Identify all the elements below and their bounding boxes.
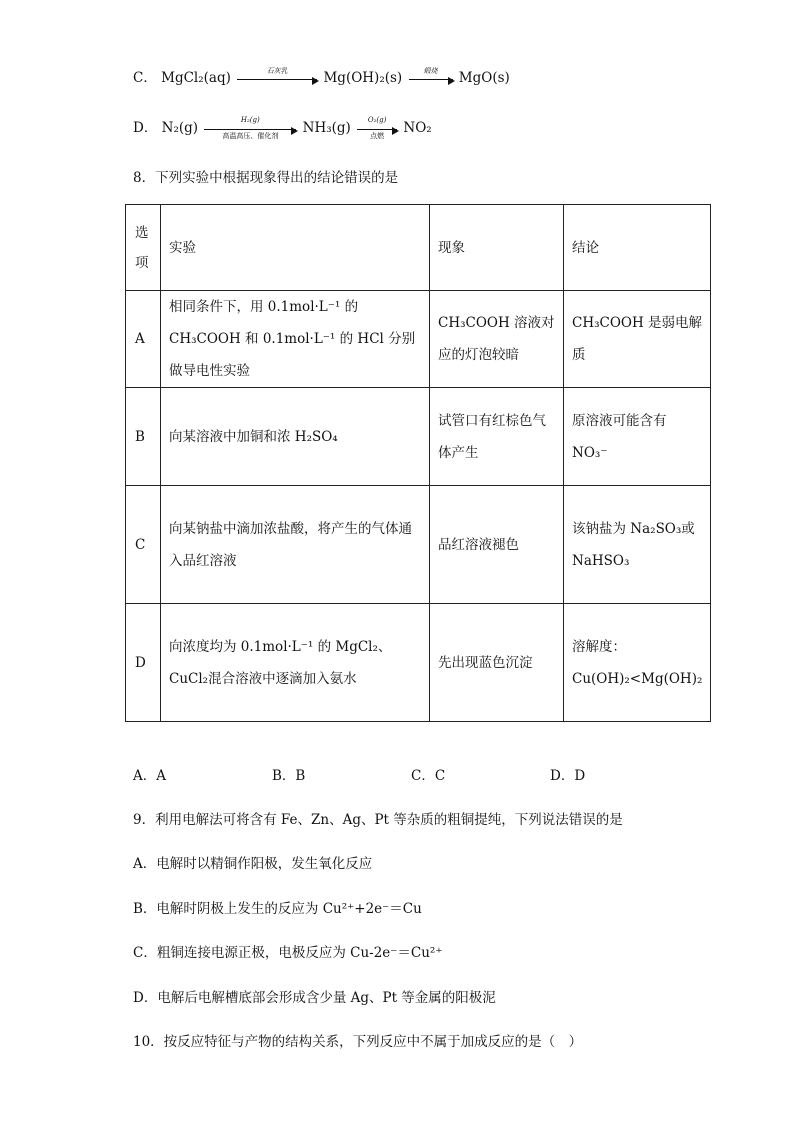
q8-stem: 8．下列实验中根据现象得出的结论错误的是: [133, 170, 399, 186]
row-conclusion: 原溶液可能含有 NO₃⁻: [564, 388, 711, 486]
table-row: [126, 604, 711, 722]
row-conclusion: 该钠盐为 Na₂SO₃或 NaHSO₃: [564, 486, 711, 604]
arrow-condition: 点燃: [370, 132, 385, 140]
reaction-arrow: [237, 67, 317, 80]
q7-option-d: [133, 116, 432, 140]
table-row: [126, 291, 711, 388]
reaction-arrow: [204, 116, 296, 140]
row-experiment: 相同条件下，用 0.1mol·L⁻¹ 的 CH₃COOH 和 0.1mol·L⁻¹ 的 HCl 分别做导电性实验: [161, 291, 430, 388]
choice-a[interactable]: A．A: [133, 768, 166, 784]
option-label: D．: [133, 120, 158, 136]
q8-choices: [133, 764, 689, 784]
option-label: C．: [133, 70, 157, 86]
header-experiment: 实验: [161, 205, 430, 291]
row-option: A: [126, 291, 161, 388]
row-phenomenon: 试管口有红棕色气体产生: [430, 388, 564, 486]
header-conclusion: 结论: [564, 205, 711, 291]
row-option: D: [126, 604, 161, 722]
q8-table: [125, 204, 711, 722]
q9-option-b[interactable]: B．电解时阴极上发生的反应为 Cu²⁺+2e⁻＝Cu: [133, 901, 422, 917]
header-option-label: 选项: [135, 224, 149, 271]
row-phenomenon: 先出现蓝色沉淀: [430, 604, 564, 722]
arrow-condition: 煅烧: [423, 67, 438, 75]
reactant: MgCl₂(aq): [161, 70, 231, 86]
q10-stem: 10．按反应特征与产物的结构关系，下列反应中不属于加成反应的是（ ）: [133, 1034, 583, 1050]
row-conclusion: CH₃COOH 是弱电解质: [564, 291, 711, 388]
arrow-condition: 高温高压、催化剂: [222, 132, 279, 140]
row-phenomenon: CH₃COOH 溶液对应的灯泡较暗: [430, 291, 564, 388]
q9-option-d[interactable]: D．电解后电解槽底部会形成含少量 Ag、Pt 等金属的阳极泥: [133, 990, 496, 1006]
product: NO₂: [403, 120, 432, 136]
choice-d[interactable]: D．D: [550, 768, 586, 784]
table-row: [126, 486, 711, 604]
product: MgO(s): [458, 70, 510, 86]
intermediate: NH₃(g): [302, 120, 351, 136]
q7-option-c: [133, 66, 510, 86]
arrow-reagent: O₂(g): [367, 116, 387, 124]
reaction-arrow: [357, 116, 397, 140]
table-header-row: [126, 205, 711, 291]
q9-option-a[interactable]: A．电解时以精铜作阳极，发生氧化反应: [133, 856, 373, 872]
q9-stem: 9．利用电解法可将含有 Fe、Zn、Ag、Pt 等杂质的粗铜提纯，下列说法错误的是: [133, 812, 623, 828]
row-experiment: 向浓度均为 0.1mol·L⁻¹ 的 MgCl₂、CuCl₂混合溶液中逐滴加入氨水: [161, 604, 430, 722]
arrow-reagent: H₂(g): [240, 116, 260, 124]
choice-c[interactable]: C．C: [411, 768, 446, 784]
reaction-arrow: [409, 67, 453, 80]
arrow-condition: 石灰乳: [266, 67, 288, 75]
row-conclusion: 溶解度：Cu(OH)₂<Mg(OH)₂: [564, 604, 711, 722]
table-row: [126, 388, 711, 486]
header-option: [126, 205, 161, 291]
row-phenomenon: 品红溶液褪色: [430, 486, 564, 604]
intermediate: Mg(OH)₂(s): [323, 70, 403, 86]
row-experiment: 向某钠盐中滴加浓盐酸，将产生的气体通入品红溶液: [161, 486, 430, 604]
reactant: N₂(g): [161, 120, 199, 136]
q9-option-c[interactable]: C．粗铜连接电源正极，电极反应为 Cu-2e⁻＝Cu²⁺: [133, 945, 443, 961]
row-option: C: [126, 486, 161, 604]
row-option: B: [126, 388, 161, 486]
choice-b[interactable]: B．B: [272, 768, 306, 784]
header-phenomenon: 现象: [430, 205, 564, 291]
row-experiment: 向某溶液中加铜和浓 H₂SO₄: [161, 388, 430, 486]
